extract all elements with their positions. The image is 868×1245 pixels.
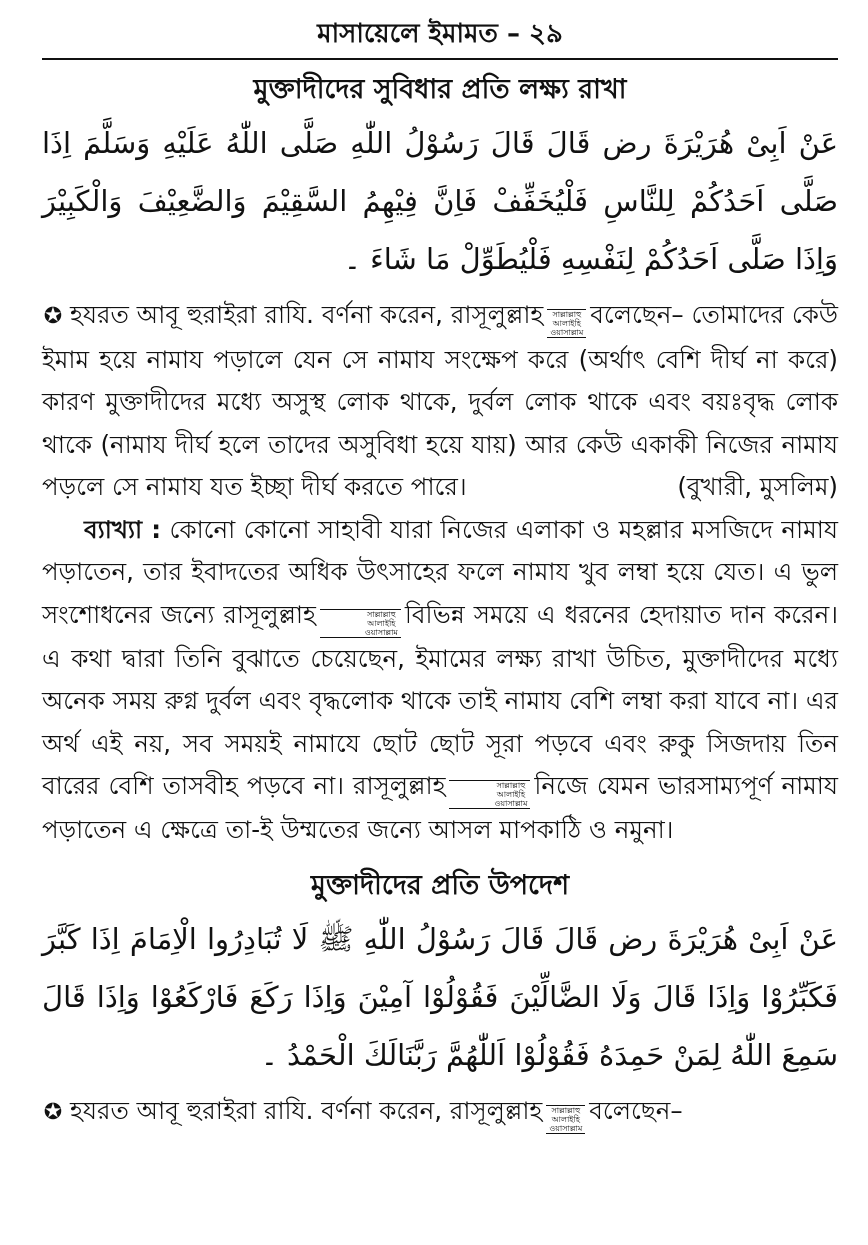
translation-body: বলেছেন– তোমাদের কেউ ইমাম হয়ে নামায পড়ালে যেন সে নামায সংক্ষেপ করে (অর্থাৎ বেশি দীর্ঘ না করে) কারণ মুক্তাদীদের মধ্যে অসুস্থ লোক থাকে, দুর্বল লোক থাকে এবং বয়ঃবৃদ্ধ লোক থাকে (নামায দীর্ঘ হলে তাদের অসুবিধা হয়ে যায়) আর কেউ একাকী নিজের নামায পড়লে সে নামায যত ইচ্ছা দীর্ঘ করতে পারে।: [42, 300, 838, 501]
salutation-glyph: সাল্লাল্লাহু আলাইহি ওয়াসাল্লাম: [546, 1105, 585, 1134]
section-1-translation: [42, 294, 838, 509]
section-2-translation: [42, 1090, 838, 1135]
salutation-glyph: সাল্লাল্লাহু আলাইহি ওয়াসাল্লাম: [320, 609, 401, 638]
section-2-arabic-hadith: عَنْ اَبِىْ هُرَيْرَةَ رض قَالَ قَالَ رَسُوْلُ اللّٰهِ ﷺ لَا تُبَادِرُوا الْاِمَامَ اِذَا كَبَّرَ فَكَبِّرُوْا وَاِذَا قَالَ وَلَا الضَّالِّيْنَ فَقُوْلُوْا آمِيْنَ وَاِذَا رَكَعَ فَارْكَعُوْا وَاِذَا قَالَ سَمِعَ اللّٰهُ لِمَنْ حَمِدَهُ فَقُوْلُوْا اَللّٰهُمَّ رَبَّنَالَكَ الْحَمْدُ ۔: [42, 921, 838, 1072]
section-1-arabic-hadith: عَنْ اَبِىْ هُرَيْرَةَ رض قَالَ قَالَ رَسُوْلُ اللّٰهِ صَلَّى اللّٰهُ عَلَيْهِ وَسَلَّمَ اِذَا صَلَّى اَحَدُكُمْ لِلنَّاسِ فَلْيُخَفِّفْ فَاِنَّ فِيْهِمُ السَّقِيْمَ وَالضَّعِيْفَ وَالْكَبِيْرَ وَاِذَا صَلَّى اَحَدُكُمْ لِنَفْسِهِ فَلْيُطَوِّلْ مَا شَاءَ ۔: [42, 126, 838, 276]
explanation-part-2: বিভিন্ন সময়ে এ ধরনের হেদায়াত দান করেন। এ কথা দ্বারা তিনি বুঝাতে চেয়েছেন, ইমামের লক্ষ্য রাখা উচিত, মুক্তাদীদের মধ্যে অনেক সময় রুগ্ন দুর্বল এবং বৃদ্ধলোক থাকে তাই নামায বেশি লম্বা করা যাবে না। এর অর্থ এই নয়, সব সময়ই নামাযে ছোট ছোট সূরা পড়বে এবং রুকু সিজদায় তিন বারের বেশি তাসবীহ পড়বে না। রাসূলুল্লাহ: [42, 599, 838, 800]
section-1-title: মুক্তাদীদের সুবিধার প্রতি লক্ষ্য রাখা: [253, 74, 627, 105]
explanation-label: ব্যাখ্যা :: [84, 514, 162, 544]
header-rule: [42, 58, 838, 60]
running-head: মাসায়েলে ইমামত – ২৯: [317, 19, 563, 49]
translation-lead: হযরত আবূ হুরাইরা রাযি. বর্ণনা করেন, রাসূলুল্লাহ: [70, 300, 544, 329]
salutation-glyph: সাল্লাল্লাহু আলাইহি ওয়াসাল্লাম: [547, 309, 586, 338]
citation: (বুখারী, মুসলিম): [677, 472, 838, 501]
star-in-circle-icon: ✪: [43, 1099, 63, 1125]
translation-lead: হযরত আবূ হুরাইরা রাযি. বর্ণনা করেন, রাসূলুল্লাহ: [70, 1095, 543, 1125]
explanation-part-3: নিজে যেমন ভারসাম্যপূর্ণ নামায পড়াতেন এ ক্ষেত্রে তা-ই উম্মতের জন্যে আসল মাপকাঠি ও নমুনা।: [42, 771, 838, 844]
star-in-circle-icon: ✪: [43, 304, 63, 329]
translation-body: বলেছেন–: [589, 1095, 683, 1125]
salutation-glyph: সাল্লাল্লাহু আলাইহি ওয়াসাল্লাম: [449, 780, 530, 809]
section-1-explanation: [42, 509, 838, 852]
explanation-part-1: কোনো কোনো সাহাবী যারা নিজের এলাকা ও মহল্লার মসজিদে নামায পড়াতেন, তার ইবাদতের অধিক উৎসাহের ফলে নামায খুব লম্বা হয়ে যেত। এ ভুল সংশোধনের জন্যে রাসূলুল্লাহ: [42, 514, 838, 629]
section-2-title: মুক্তাদীদের প্রতি উপদেশ: [310, 869, 570, 901]
